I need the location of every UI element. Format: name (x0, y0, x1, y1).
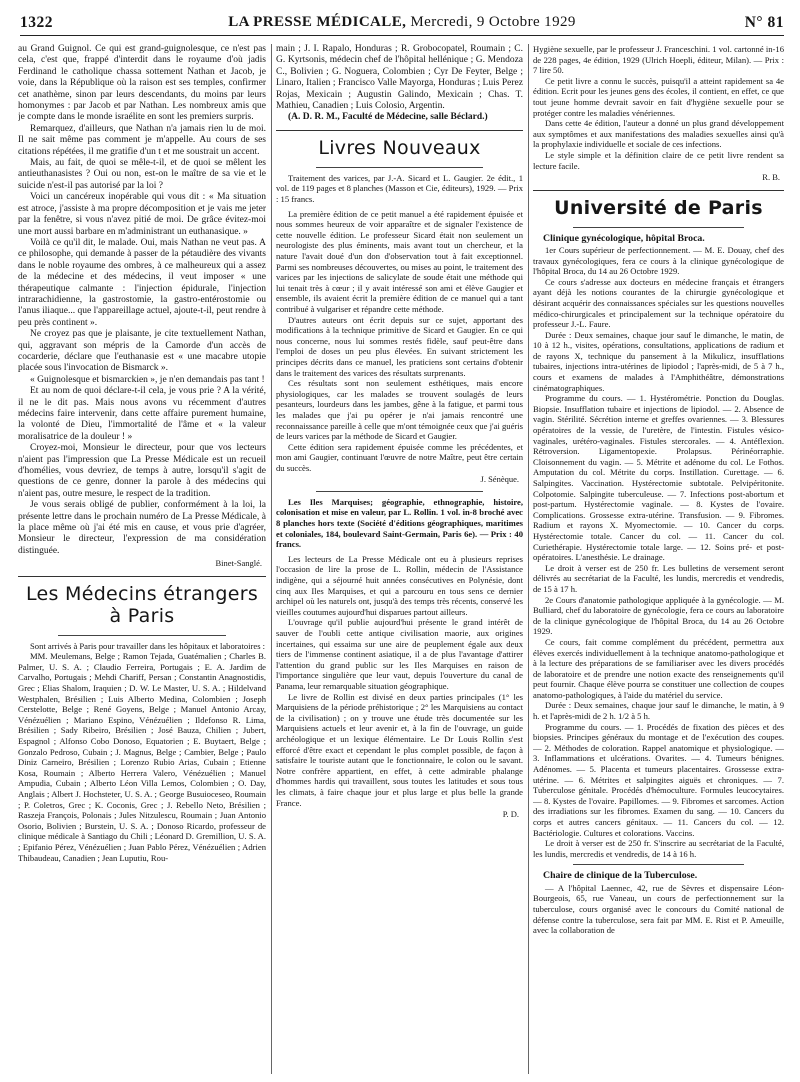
paragraph: Dans cette 4e édition, l'auteur a donné un plus grand développement aux symptômes et aux manifestations des maladies sexuelles ainsi qu'à la prophylaxie individuelle et sociale de ces infections. (533, 118, 784, 150)
paragraph: Ce cours s'adresse aux docteurs en médecine français et étrangers ayant déjà les notions courantes de la chirurgie gynécologique et désirant acquérir des connaissances spéciales sur les questions nouvelles médico-chirurgicales et principalement sur la technique opératoire du professeur J.-L. Faure. (533, 276, 784, 330)
paragraph: Le droit à verser est de 250 fr. S'inscrire au secrétariat de la Faculté, les lundis, mercredis et vendredis, de 14 à 16 h. (533, 838, 784, 859)
running-title (20, 14, 784, 31)
signature: R. B. (762, 172, 780, 183)
column-separator (528, 44, 529, 1074)
divider (573, 864, 744, 865)
paragraph: MM. Meulemans, Belge ; Ramon Tejada, Guatémalien ; Charles B. Palmer, U. S. A. ; Claudio Ferreira, Portugais ; E. A. Jardim de Carvalho, Portugais ; Mehdi Chariff, Persan ; Constantin Anagnostidis, Grec ; Elias Shalom, Iraquien ; D. W. Le Master, U. S. A. ; Hildelvand Westphalen, Brésilien ; Luis Alberto Medina, Colombien ; Joseph Cerstelotte, Belge ; René Goyens, Belge ; Manuel Antonio Arcay, Vénézuélien ; Mariano Espino, Vénézuélien ; Ildefonso R. Lima, Brésilien ; Sady Ribeiro, Brésilien ; José Bauza, Chilien ; Jubert, Espagnol ; Alfonso Cobo Donoso, Equatorien ; E. Buytaert, Belge ; Gonzalo Pedroso, Cubain ; J. Magnus, Belge ; Cambier, Belge ; Paulo Diniz Carneiro, Brésilien ; Lorenzo Rubio Arias, Cubain ; Etienne Kosa, Roumain ; Alberto Herrera Valero, Vénézuélien ; Manuel Ampudia, Cubain ; Alberto Léon Villa Lemos, Colombien ; O. Day, Anglais ; Albert J. Hochsteter, U. S. A. ; George Busuioceseo, Roumain ; P. Coletros, Grec ; K. Coconis, Grec ; J. Rebello Neto, Brésilien ; Raszeja François, Polonais ; Jules Nitzulescu, Roumain ; Juan Antonio Osorio, Bolivien ; Burstein, U. S. A. ; Donoso Ricardo, professeur de clinique médicale à Santiago du Chili ; Léonard D. Gremillion, U. S. A. ; Epifanio Pérez, Vénézuélien ; Juan Pablo Pérez, Vénézuélien ; Adrien Thibaudeau, Canadien ; Jean Luputiu, Rou- (18, 651, 266, 863)
paragraph: Ne croyez pas que je plaisante, je cite textuellement Nathan, qui, aggravant son mépris de la Camorde d'un accès de cocarderie, déclare que l'euthanasie est « une macabre utopie placée sous l'invocation de Bismarck ». (18, 329, 266, 374)
paragraph: Durée : Deux semaines, chaque jour sauf le dimanche, le matin, de 10 à 12 h., visites, opérations, consultations, applications de radium et de rayons X, technique du pansement à la Mikulicz, insufflations tubaires, injections intra-utérines de lipiodol ; l'après-midi, de 5 à 7 h., cours et examens de malades à l'Amphithéâtre, démonstrations cinématographiques. (533, 329, 784, 393)
subsection-heading: Chaire de clinique de la Tuberculose. (543, 870, 698, 882)
paragraph: Le livre de Rollin est divisé en deux parties principales (1° les Marquisiens de la période préhistorique ; 2° les Marquisiens au contact de la civilisation) ; on y trouve une étude très documentée sur les Marquisiens actuels et leur avenir et, à la fin de l'ouvrage, un guide archéologique et un lexique élémentaire. Le Dr Louis Rollin s'est efforcé d'être exact et cependant le plus complet possible, de façon à satisfaire le touriste autant que le fonctionnaire, le colon ou le savant. Notre confrère appartient, en effet, à cette admirable phalange d'hommes hardis qui travaillent, sous toutes les latitudes et sous tous les climats, à faire chaque jour et plus large et plus belle la grande France. (276, 691, 523, 808)
section-rule (276, 130, 523, 131)
paragraph: Ce petit livre a connu le succès, puisqu'il a atteint rapidement sa 4e édition. Ecrit pour les jeunes gens des écoles, il contient, en effet, ce que tout jeune homme devrait savoir en fait d'hygiène sexuelle pour se protéger contre les maladies vénériennes. (533, 75, 784, 118)
paragraph: Voilà ce qu'il dit, le malade. Oui, mais Nathan ne veut pas. A ce philosophe, qui demande à passer de la pétaudière des vivants dans le noble royaume des ombres, à ce malheureux qui a assez de la médecine et des médecins, il veut imposer « une thérapeutique calmante : l'injection épidurale, l'injection intrarachidienne, la gastrostomie, la gastro-entérostomie ou l'anus iliaque... que l'appareillage actuel, ajoute-t-il, peut rendre à peu près continent ». (18, 237, 266, 328)
paragraph: (A. D. R. M., Faculté de Médecine, salle Béclard.) (288, 112, 488, 123)
paragraph: Cette édition sera rapidement épuisée comme les précédentes, et mon ami Gaugier, continuant l'œuvre de notre Maître, peut être certain du succès. (276, 441, 523, 473)
section-heading: Les Médecins étrangers à Paris (25, 582, 259, 627)
paragraph: Voici un cancéreux inopérable qui vous dit : « Ma situation est atroce, j'assiste à ma propre décomposition et je vais me jeter par la fenêtre, si vous n'avez pitié de moi. De grâce évitez-moi une mort aussi barbare en m'administrant un euthanasique. » (18, 192, 266, 237)
paragraph: « Guignolesque et bismarckien », je n'en demandais pas tant ! (30, 374, 265, 385)
page-header (20, 14, 784, 38)
paragraph: Remarquez, d'ailleurs, que Nathan n'a jamais rien lu de moi. Il ne sait même pas comment je m'appelle. Au cours de ses citations répétées, il me gratifie d'un t et me soustrait un accent. (18, 123, 266, 157)
paragraph: Sont arrivés à Paris pour travailler dans les hôpitaux et laboratoires : (30, 640, 266, 651)
paragraph: Et au nom de quoi déclare-t-il cela, je vous prie ? A la vérité, il ne le dit pas. Mais nous avons vu récemment d'autres médecins faire intervenir, dans cette affaire purement humaine, la volonté de Dieu, l'immortalité de l'âme et « la valeur moralisatrice de la douleur ! » (18, 386, 266, 442)
paragraph: Durée : Deux semaines, chaque jour sauf le dimanche, le matin, à 9 h. et l'après-midi de 2 h. 1/2 à 5 h. (533, 700, 784, 722)
page-number: 1322 (20, 14, 53, 31)
signature: Binet-Sanglé. (215, 558, 262, 569)
paragraph: main ; J. I. Rapalo, Honduras ; R. Grobocopatel, Roumain ; C. G. Kyrtsonis, médecin chef de l'hôpital hellénique ; G. Mendoza C., Bolivien ; G. Noguera, Colombien ; Cyr De Feyter, Belge ; Linaro, Italien ; Francisco Valle Mayorga, Honduras ; Luis Perez Rojas, Mexicain ; Augustin Galindo, Mexicain ; Chas. T. Mathieu, Canadien ; Luis Colosio, Argentin. (276, 44, 523, 112)
signature: P. D. (502, 809, 519, 820)
column-right (533, 44, 784, 1082)
paragraph: D'autres auteurs ont écrit depuis sur ce sujet, apportant des modifications à la technique primitive de Sicard et Gaugier. En ce qui nous concerne, nous lui sommes restés fidèle, sauf peut-être dans l'emploi de doses un peu plus élevées. En suivant strictement les principes décrits dans ce manuel, les praticiens sont certains d'obtenir dans le traitement des varices des résultats surprenants. (276, 314, 523, 378)
journal-name: LA PRESSE MÉDICALE, (228, 14, 407, 30)
divider (573, 227, 744, 228)
column-left (18, 44, 266, 1082)
subsection-heading: Clinique gynécologique, hôpital Broca. (543, 232, 705, 244)
paragraph: Programme du cours. — 1. Hystérométrie. Ponction du Douglas. Biopsie. Insufflation tubaire et injections de lipiodol. — 2. Absence de vagin. Stérilité. Sécrétion interne et greffes ovariennes. — 3. Blessures opératoires de la vessie, de l'uretère, de l'intestin. Fistules vésico-vaginales, urétéro-vaginales. Fistules stercorales. — 4. Antéflexion. Rétroversion. Ligamentopexie. Prolapsus. Périnéorraphie. Cloisonnement du vagin. — 5. Métrite et adénome du col. Le Fothos. Amputation du col. Métrite du corps. Instillation. Curettage. — 6. Salpingites. Vaccination. Hystérectomie subtotale. Pelvipéritonite. Colpotomie. Salpingite tuberculeuse. — 7. Infections post-abortum et post-partum. Hystérectomie vaginale. — 8. Kystes de l'ovaire. Complications. Grossesse extra-utérine. Transfusion. — 9. Fibromes. Radium et rayons X. Myomectomie. — 10. Cancer du corps. Hystérectomie totale. Cancer du col. — 11. Cancer du col. Curiethérapie. Hystérectomie totale large. — 12. Soins pré- et post-opératoires. L'anesthésie. Le drainage. (533, 393, 784, 563)
book-reference: Hygiène sexuelle, par le professeur J. Franceschini. 1 vol. cartonné in-16 de 228 pages, 4e édition, 1929 (Ulrich Hoepli, éditeur, Milan). — Prix : 7 lire 50. (533, 44, 784, 76)
section-heading: Livres Nouveaux (318, 136, 481, 159)
section-heading: Université de Paris (554, 196, 763, 219)
paragraph: Mais, au fait, de quoi se mêle-t-il, et de quoi se mêlent les antieuthanasistes ? Oui ou non, est-on le maître de sa vie et le suicide n'est-il pas autorisé par la loi ? (18, 158, 266, 191)
paragraph: Je vous serais obligé de publier, conformément à la loi, la présente lettre dans le prochain numéro de La Presse Médicale, à la place même où j'ai été mis en cause, et vous prie d'agréer, Monsieur le directeur, l'expression de ma considération distinguée. (18, 500, 266, 556)
paragraph: Croyez-moi, Monsieur le directeur, pour que vos lecteurs n'aient pas l'impression que La Presse Médicale est un recueil d'homélies, vous devriez, de temps à autre, lorsqu'il s'agit de questions de ce genre, donner la parole à des médecins qui n'aient pas, outre mesure, le respect de la tradition. (18, 443, 266, 499)
paragraph: 2e Cours d'anatomie pathologique appliquée à la gynécologie. — M. Bulliard, chef du laboratoire de gynécologie, fera ce cours au laboratoire de la clinique gynécologique de l'hôpital Broca, du 14 au 26 Octobre 1929. (533, 594, 784, 637)
column-middle (276, 44, 523, 1082)
paragraph: Le style simple et la définition claire de ce petit livre rendent sa lecture facile. (533, 149, 784, 171)
paragraph: au Grand Guignol. Ce qui est grand-guignolesque, ce n'est pas cela, c'est que, frappé d'interdit dans le royaume d'où jadis Ferdinand le catholique chassa sottement Nathan et Jacob, je voie, dans la République où la raison est ses temples, confirmer cet anathème, sinon par leurs descendants, du moins par leurs homonymes : par Jacob et par Nathan. Les nombreux amis que je compte dans le monde israélite en sont les premiers surpris. (18, 44, 266, 123)
issue-number: N° 81 (744, 14, 784, 31)
paragraph: Ces résultats sont non seulement esthétiques, mais encore physiologiques, car les malades se trouvent soulagés de leurs pesanteurs, lourdeurs dans les jambes, gêne à la fatigue, et parmi tous les malades que j'ai pu opérer je n'ai jamais rencontré une reconnaissance pareille à celle que m'ont témoignée ceux que j'ai guéris de leurs varices par la méthode de Sicard et Gaugier. (276, 378, 523, 442)
paragraph: Les lecteurs de La Presse Médicale ont eu à plusieurs reprises l'occasion de lire la prose de L. Rollin, médecin de l'Assistance indigène, qui a séjourné huit années consécutives en Polynésie, dont cinq aux Iles Marquises, et qui a parcouru en tous sens ce dernier archipel où les naturels ont, jusqu'à des temps très récents, conservé les vieilles coutumes aujourd'hui disparues partout ailleurs. (276, 553, 523, 617)
paragraph: — A l'hôpital Laennec, 42, rue de Sèvres et dispensaire Léon-Bourgeois, 65, rue Vaneau, un cours de perfectionnement sur la tuberculose, cours organisé avec le concours du Comité national de défense contre la tuberculose, sera fait par MM. E. Rist et P. Ameuille, avec la collaboration de (533, 882, 784, 936)
divider (316, 167, 483, 168)
section-rule (533, 190, 784, 191)
divider (58, 635, 226, 636)
paragraph: 1er Cours supérieur de perfectionnement. — M. E. Douay, chef des travaux gynécologiques, fera ce cours à la clinique gynécologique de l'hôpital Broca, du 14 au 26 Octobre 1929. (533, 244, 784, 277)
book-reference: Traitement des varices, par J.-A. Sicard et L. Gaugier. 2e édit., 1 vol. de 119 pages et 8 planches (Masson et Cie, éditeurs), 1929. — Prix : 15 francs. (276, 172, 523, 205)
column-separator (271, 44, 272, 1074)
paragraph: L'ouvrage qu'il publie aujourd'hui présente le grand intérêt de sauver de l'oubli cette antique civilisation maorie, aux origines incertaines, qui essaima sur une aire de peuplement égale aux deux tiers de l'immense continent asiatique, il a de plus l'avantage d'attirer l'attention du grand public sur les Iles Marquises en raison de l'importance singulière que leur vaut, depuis l'ouverture du canal de Panama, leur remarquable situation géographique. (276, 617, 523, 691)
signature: J. Sénèque. (480, 474, 519, 485)
paragraph: Ce cours, fait comme complément du précédent, permettra aux élèves exercés individuellement à la technique anatomo-pathologique et à la lecture des préparations de se familiariser avec les divers procédés de laboratoire et de prendre une notion exacte des renseignements qu'il peut fournir. Chaque élève pourra se constituer une collection de coupes anatomo-pathologiques, à l'aide du matériel du service. (533, 636, 784, 700)
paragraph: Le droit à verser est de 250 fr. Les bulletins de versement seront délivrés au secrétariat de la Faculté, les lundis, mercredis et vendredis, de 15 à 17 h. (533, 562, 784, 594)
section-rule (18, 576, 266, 577)
paragraph: Programme du cours. — 1. Procédés de fixation des pièces et des biopsies. Principes généraux du montage et de l'exécution des coupes. — 2. Méthodes de coloration. Rappel anatomique et physiologique. — 3. Inflammations et ulcérations. Ovarites. — 4. Tumeurs bénignes. Adénomes. — 5. Placenta et tumeurs placentaires. Grossesse extra-utérine. — 6. Métrites et salpingites aiguës et chroniques. — 7. Tuberculose génitale. Procédés d'hémoculture. Formules leucocytaires. — 8. Kystes de l'ovaire. Papillomes. — 9. Fibromes et sarcomes. Action des irradiations sur les fibromes. Examen du sang. — 10. Cancers du corps et autres cancers génitaux. — 11. Cancers du col. — 12. Bactériologie. Cultures et colorations. Vaccins. (533, 721, 784, 838)
divider (316, 491, 483, 492)
header-rule (20, 35, 784, 36)
issue-date: Mercredi, 9 Octobre 1929 (410, 14, 576, 30)
book-reference: Les Iles Marquises; géographie, ethnographie, histoire, colonisation et mise en valeur, par L. Rollin. 1 vol. in-8 broché avec 8 planches hors texte (Société d'éditions géographiques, maritimes et coloniales, 184, boulevard Saint-Germain, Paris 6e). — Prix : 40 francs. (276, 496, 523, 550)
paragraph: La première édition de ce petit manuel a été rapidement épuisée et nous sommes heureux de voir apparaître et de signaler l'existence de cette nouvelle édition. Le professeur Sicard était non seulement un neurologiste des plus éminents, mais avant tout un chercheur, et la nature l'avait doué d'un don d'observation tout à fait exceptionnel. Parmi ses nombreuses découvertes, ou mises au point, le traitement des varices par les injections de salicylate de soude était une méthode qui lui tenait très à cœur ; il y avait intéressé son ami et élève Gaugier et ensemble, ils avaient écrit la première édition de ce manuel qui a tant contribué à vulgariser et répandre cette méthode. (276, 208, 523, 314)
